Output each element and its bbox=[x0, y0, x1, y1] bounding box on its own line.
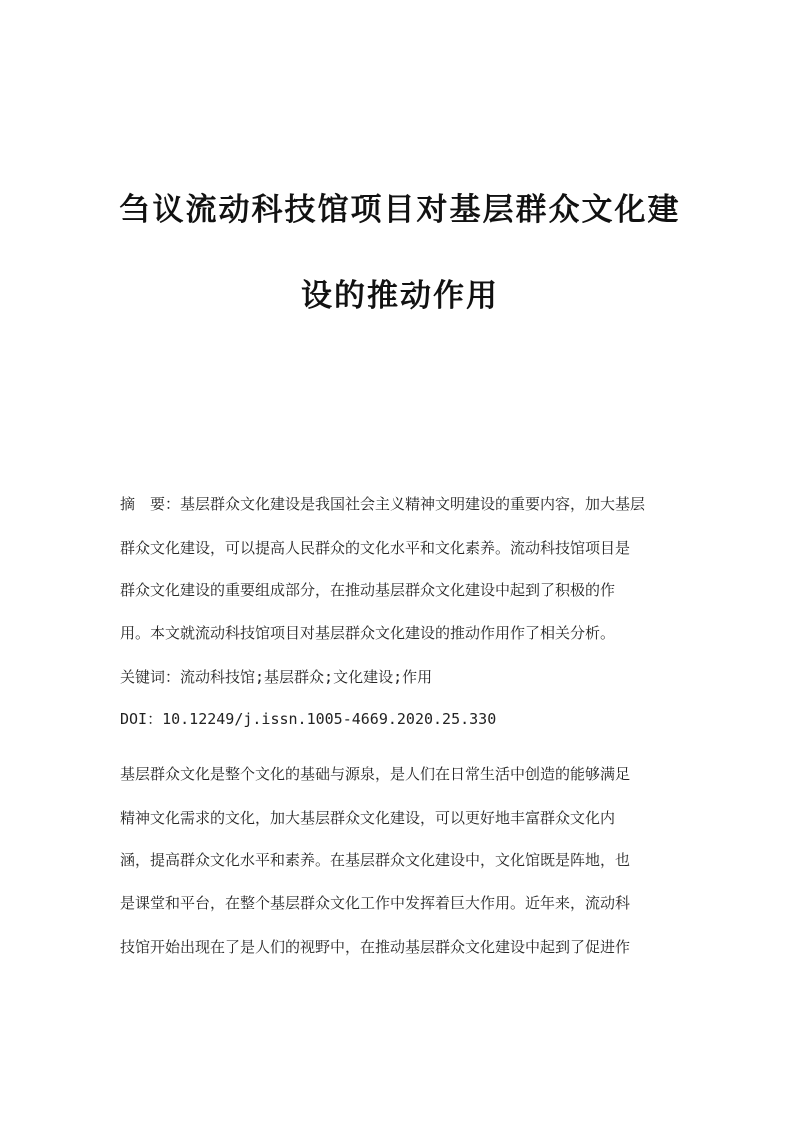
abstract-line: 群众文化建设的重要组成部分，在推动基层群众文化建设中起到了积极的作 bbox=[120, 581, 616, 599]
keywords-line: 关键词：流动科技馆;基层群众;文化建设;作用 bbox=[120, 668, 433, 686]
abstract-line: 用。本文就流动科技馆项目对基层群众文化建设的推动作用作了相关分析。 bbox=[120, 624, 616, 642]
body-text-line: 是课堂和平台，在整个基层群众文化工作中发挥着巨大作用。近年来，流动科 bbox=[120, 894, 631, 912]
body-text-line: 技馆开始出现在了是人们的视野中，在推动基层群众文化建设中起到了促进作 bbox=[120, 938, 631, 956]
paper-title-line-1: 刍议流动科技馆项目对基层群众文化建 bbox=[119, 192, 681, 228]
abstract-line: 群众文化建设，可以提高人民群众的文化水平和文化素养。流动科技馆项目是 bbox=[120, 539, 631, 557]
body-text-line: 涵，提高群众文化水平和素养。在基层群众文化建设中，文化馆既是阵地，也 bbox=[120, 851, 631, 869]
paper-title-line-2: 设的推动作用 bbox=[301, 278, 499, 314]
abstract-line: 摘 要：基层群众文化建设是我国社会主义精神文明建设的重要内容，加大基层 bbox=[120, 495, 646, 513]
body-text-line: 精神文化需求的文化，加大基层群众文化建设，可以更好地丰富群众文化内 bbox=[120, 809, 616, 827]
body-text-line: 基层群众文化是整个文化的基础与源泉，是人们在日常生活中创造的能够满足 bbox=[120, 765, 631, 783]
doi-line: DOI：10.12249/j.issn.1005-4669.2020.25.330 bbox=[120, 710, 497, 728]
